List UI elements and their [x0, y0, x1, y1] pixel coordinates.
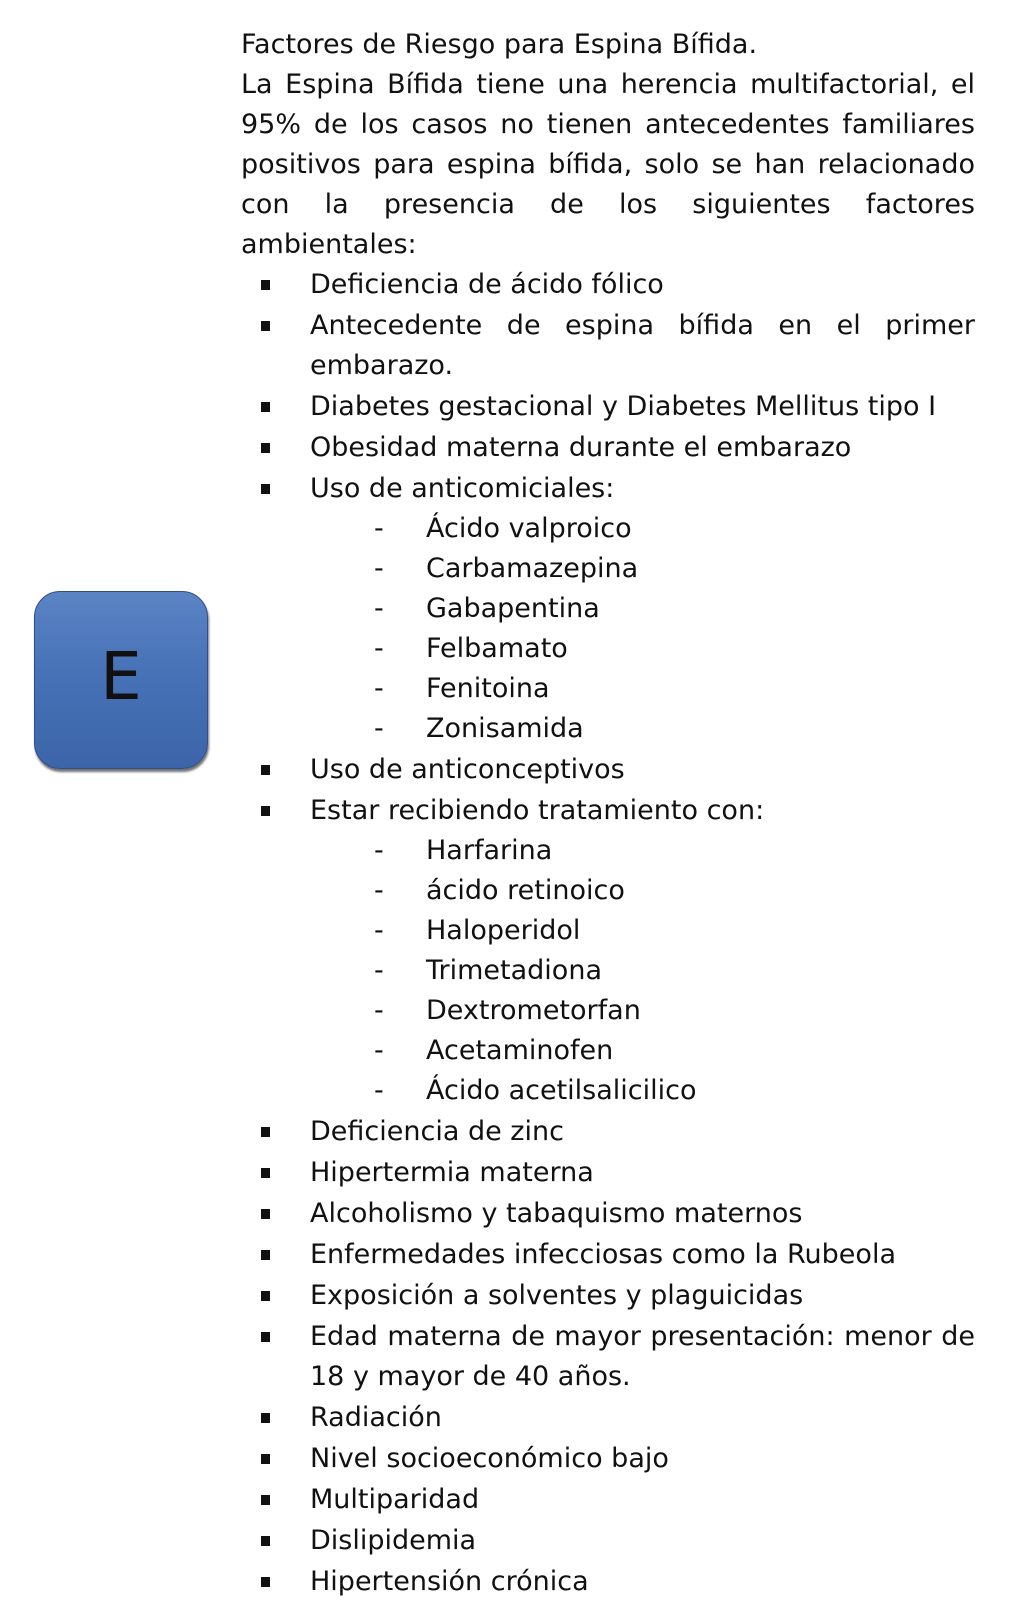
- risk-factor-item: [241, 1194, 975, 1234]
- sub-factor-item: [241, 589, 975, 629]
- square-bullet-icon: [261, 765, 270, 775]
- sub-factor-list: [310, 831, 975, 1111]
- dash-bullet-icon: -: [374, 593, 384, 624]
- risk-factor-text: Deficiencia de ácido fólico: [310, 269, 664, 300]
- risk-factor-text: Dislipidemia: [310, 1525, 477, 1556]
- sub-factor-text: Dextrometorfan: [426, 995, 641, 1026]
- risk-factor-text: Uso de anticonceptivos: [310, 754, 625, 785]
- sub-factor-item: [241, 911, 975, 951]
- square-bullet-icon: [261, 484, 270, 494]
- square-bullet-icon: [261, 280, 270, 290]
- dash-bullet-icon: -: [374, 835, 384, 866]
- section-letter: E: [100, 638, 142, 715]
- square-bullet-icon: [261, 1250, 270, 1260]
- risk-factor-item: [241, 1480, 975, 1520]
- sub-factor-text: Trimetadiona: [426, 955, 602, 986]
- sub-factor-item: [241, 1071, 975, 1111]
- risk-factor-item: [241, 265, 975, 305]
- sub-factor-text: Zonisamida: [426, 713, 584, 744]
- risk-factor-item: [241, 1153, 975, 1193]
- risk-factor-text: Diabetes gestacional y Diabetes Mellitus tipo I: [310, 391, 937, 422]
- risk-factor-item: [241, 791, 975, 1111]
- dash-bullet-icon: -: [374, 955, 384, 986]
- sub-factor-item: [241, 629, 975, 669]
- square-bullet-icon: [261, 1413, 270, 1423]
- sub-factor-text: Haloperidol: [426, 915, 581, 946]
- risk-factor-item: [241, 750, 975, 790]
- square-bullet-icon: [261, 1127, 270, 1137]
- dash-bullet-icon: -: [374, 673, 384, 704]
- square-bullet-icon: [261, 1209, 270, 1219]
- risk-factor-text: Uso de anticomiciales:: [310, 473, 615, 504]
- risk-factor-item: [241, 1112, 975, 1152]
- sub-factor-item: [241, 1031, 975, 1071]
- risk-factor-item: [241, 1235, 975, 1275]
- risk-factor-item: [241, 469, 975, 749]
- sub-factor-text: ácido retinoico: [426, 875, 625, 906]
- risk-factor-text: Nivel socioeconómico bajo: [310, 1443, 669, 1474]
- sub-factor-text: Ácido valproico: [426, 513, 632, 544]
- risk-factor-item: [241, 428, 975, 468]
- dash-bullet-icon: -: [374, 1075, 384, 1106]
- risk-factor-item: [241, 1439, 975, 1479]
- risk-factor-text: Estar recibiendo tratamiento con:: [310, 795, 765, 826]
- risk-factor-item: [241, 1276, 975, 1316]
- dash-bullet-icon: -: [374, 633, 384, 664]
- square-bullet-icon: [261, 1291, 270, 1301]
- risk-factor-text: Alcoholismo y tabaquismo maternos: [310, 1198, 803, 1229]
- sub-factor-text: Fenitoina: [426, 673, 550, 704]
- sub-factor-text: Ácido acetilsalicilico: [426, 1075, 697, 1106]
- risk-factor-text: Edad materna de mayor presentación: menor de 18 y mayor de 40 años.: [310, 1321, 975, 1392]
- square-bullet-icon: [261, 1332, 270, 1342]
- dash-bullet-icon: -: [374, 513, 384, 544]
- risk-factor-item: [241, 1317, 975, 1397]
- square-bullet-icon: [261, 321, 270, 331]
- risk-factor-item: [241, 1521, 975, 1561]
- risk-factor-text: Antecedente de espina bífida en el primer embarazo.: [310, 310, 975, 381]
- risk-factor-text: Radiación: [310, 1402, 442, 1433]
- square-bullet-icon: [261, 443, 270, 453]
- square-bullet-icon: [261, 1454, 270, 1464]
- sub-factor-text: Gabapentina: [426, 593, 600, 624]
- intro-paragraph: La Espina Bífida tiene una herencia multifactorial, el 95% de los casos no tienen antecedentes familiares positivos para espina bífida, solo se han relacionado con la presencia de los siguientes factores ambientales:: [241, 69, 975, 260]
- document-body: [241, 25, 975, 1603]
- sub-factor-text: Felbamato: [426, 633, 568, 664]
- square-bullet-icon: [261, 806, 270, 816]
- square-bullet-icon: [261, 1536, 270, 1546]
- risk-factor-item: [241, 306, 975, 386]
- square-bullet-icon: [261, 1168, 270, 1178]
- risk-factor-text: Hipertensión crónica: [310, 1566, 589, 1597]
- sub-factor-text: Harfarina: [426, 835, 553, 866]
- section-letter-badge: [34, 591, 208, 769]
- dash-bullet-icon: -: [374, 1035, 384, 1066]
- section-title: Factores de Riesgo para Espina Bífida.: [241, 29, 758, 60]
- sub-factor-item: [241, 831, 975, 871]
- risk-factor-item: [241, 1562, 975, 1602]
- sub-factor-item: [241, 951, 975, 991]
- sub-factor-item: [241, 509, 975, 549]
- sub-factor-text: Acetaminofen: [426, 1035, 614, 1066]
- risk-factor-text: Multiparidad: [310, 1484, 480, 1515]
- sub-factor-item: [241, 669, 975, 709]
- risk-factor-text: Exposición a solventes y plaguicidas: [310, 1280, 804, 1311]
- square-bullet-icon: [261, 402, 270, 412]
- risk-factor-text: Deficiencia de zinc: [310, 1116, 564, 1147]
- sub-factor-item: [241, 991, 975, 1031]
- risk-factor-text: Obesidad materna durante el embarazo: [310, 432, 852, 463]
- sub-factor-list: [310, 509, 975, 749]
- dash-bullet-icon: -: [374, 915, 384, 946]
- square-bullet-icon: [261, 1577, 270, 1587]
- sub-factor-item: [241, 871, 975, 911]
- sub-factor-item: [241, 709, 975, 749]
- dash-bullet-icon: -: [374, 875, 384, 906]
- risk-factor-text: Hipertermia materna: [310, 1157, 594, 1188]
- sub-factor-item: [241, 549, 975, 589]
- sub-factor-text: Carbamazepina: [426, 553, 639, 584]
- dash-bullet-icon: -: [374, 995, 384, 1026]
- dash-bullet-icon: -: [374, 553, 384, 584]
- dash-bullet-icon: -: [374, 713, 384, 744]
- risk-factor-list: [241, 265, 975, 1602]
- risk-factor-text: Enfermedades infecciosas como la Rubeola: [310, 1239, 896, 1270]
- square-bullet-icon: [261, 1495, 270, 1505]
- risk-factor-item: [241, 387, 975, 427]
- risk-factor-item: [241, 1398, 975, 1438]
